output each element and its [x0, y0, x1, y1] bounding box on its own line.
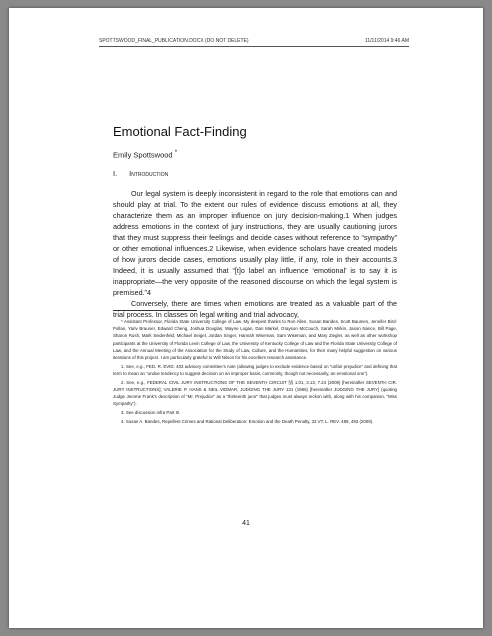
- page-number: 41: [242, 520, 250, 527]
- header-timestamp: 11/11/2014 9:46 AM: [364, 38, 409, 44]
- body-paragraph: Conversely, there are times when emotions are treated as a valuable part of the trial process. In classes on legal writing and trial advocacy,: [113, 299, 397, 319]
- running-header: [99, 38, 409, 47]
- body-paragraph: Our legal system is deeply inconsistent in regard to the role that emotions can and should play at trial. To the extent our rules of evidence discuss emotions at all, they characterize them as an improper influence on jury decision-making.1 When judges address emotions in the context of jury instructions, they are usually cautioning jurors that they must suppress their feelings and decide cases without reference to “sympathy” or other emotional influences.2 Likewise, when evidence scholars have created models of how jurors decide cases, emotions usually play little, if any, role in their accounts.3 Indeed, it is usually assumed that “[t]o label an influence ‘emotional’ is to say it is inappropriate—the very opposite of the reasoned discourse on which the legal system is premised.”4: [113, 189, 397, 297]
- footnote-separator: [113, 310, 197, 311]
- author-footnote-mark: *: [174, 149, 178, 156]
- body-text: [113, 188, 397, 320]
- footnote-item: 4. Susan A. Bandes, Repellent Crimes and Rational Deliberation: Emotion and the Death Penalty, 33 VT. L. REV. 489, 493 (2009).: [121, 418, 374, 424]
- footnotes: [113, 318, 397, 426]
- section-title: Introduction: [129, 169, 169, 178]
- section-heading: [113, 169, 168, 178]
- article-title: Emotional Fact-Finding: [113, 124, 247, 139]
- author-line: [113, 149, 177, 160]
- footnote-item: 1. See, e.g., FED. R. EVID. 403 advisory committee’s note (allowing judges to exclude evidence based on “unfair prejudice” and defining that term to mean an “undue tendency to suggest decision on an improper basis, commonly, though not necessarily, an emotional one”).: [113, 363, 397, 376]
- footnote-item: * Assistant Professor, Florida State University College of Law. My deepest thanks to Ron Allen, Susan Bandes, Scott Baumes, Jennifer Bird-Pollan, Yariv Brauner, Edward Cheng, Joshua Douglas, Wayne Logan, Dan Markel, Grayson McCouch, Sarah Mirkin, Jason Nance, Bill Page, Sharon Rush, Mark Seidenfeld, Michael Seigel, Jordan Singer, Hannah Wiseman, Sam Wiseman, and Mary Ziegler, as well as other workshop participants at the University of Florida Levin College of Law, the University of Kentucky College of Law and the Florida State University College of Law, and the Annual Meeting of the Association for the Study of Law, Culture, and the Humanities, for their many helpful suggestion on various iterations of this project. I am particularly grateful to Will Nilson for his excellent research assistance.: [113, 319, 397, 361]
- document-page: [9, 8, 483, 628]
- footnote-item: 2. See, e.g., FEDERAL CIVIL JURY INSTRUCTIONS OF THE SEVENTH CIRCUIT §§ 1.01, 3.13, 7.24 (2009) [hereinafter SEVENTH CIR. JURY INSTRUCTIONS]; VALERIE P. HANS & NEIL VIDMAR, JUDGING THE JURY 131 (1986) [hereinafter JUDGING THE JURY] (quoting Judge Jerome Frank’s description of “Mr. Prejudice” as a “thirteenth juror” that judges must always reckon with, along with his companion, “Miss Sympathy”).: [113, 379, 397, 407]
- header-filename: SPOTTSWOOD_FINAL_PUBLICATION.DOCX (DO NOT DELETE): [99, 38, 249, 44]
- author-name: Emily Spottswood: [113, 150, 173, 160]
- footnote-item: 3. See discussion infra Part III.: [121, 409, 181, 415]
- section-number: I.: [113, 169, 118, 178]
